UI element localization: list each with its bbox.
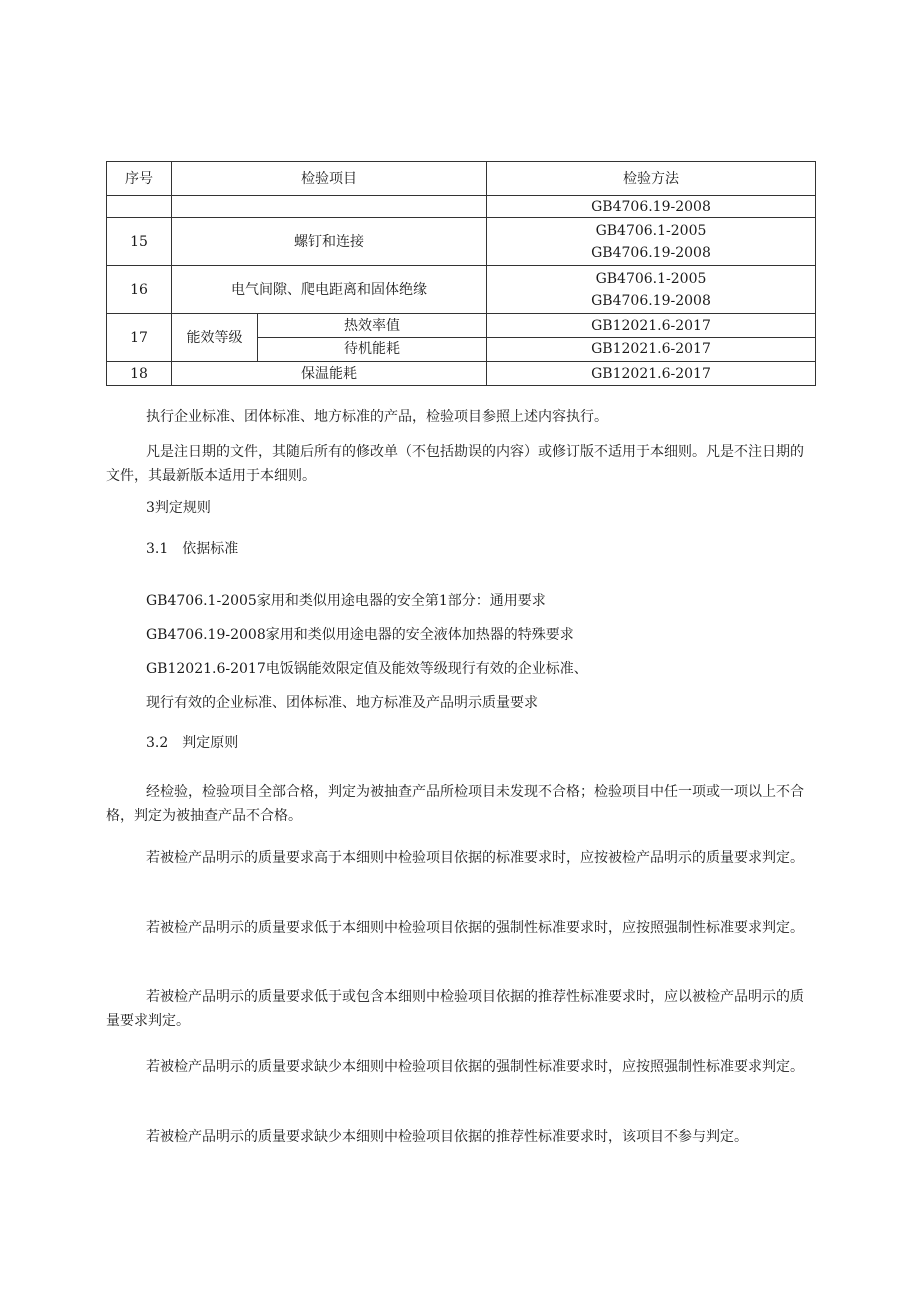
- row-no: 18: [107, 362, 172, 386]
- row-no: 16: [107, 266, 172, 314]
- standard-item: GB4706.19-2008家用和类似用途电器的安全液体加热器的特殊要求: [146, 627, 574, 643]
- row-no: [107, 196, 172, 218]
- table-row: [107, 314, 816, 362]
- table-row: [107, 362, 816, 386]
- dated-reference-paragraph: 凡是注日期的文件，其随后所有的修改单（不包括勘误的内容）或修订版不适用于本细则。凡是不注日期的文件，其最新版本适用于本细则。: [106, 444, 804, 484]
- header-no: 序号: [107, 162, 172, 196]
- standard-item: GB4706.1-2005家用和类似用途电器的安全第1部分：通用要求: [146, 593, 546, 609]
- rule-paragraph: 若被检产品明示的质量要求缺少本细则中检验项目依据的推荐性标准要求时，该项目不参与判定。: [146, 1129, 748, 1145]
- inspection-table: [106, 161, 816, 386]
- row-methods: [487, 314, 816, 362]
- row-method: GB4706.1-2005: [595, 270, 707, 287]
- table-row: [107, 266, 816, 314]
- subitem-method: GB12021.6-2017: [591, 341, 711, 357]
- rule-paragraph: 若被检产品明示的质量要求低于本细则中检验项目依据的强制性标准要求时，应按照强制性标准要求判定。: [146, 920, 804, 936]
- row-item: 电气间隙、爬电距离和固体绝缘: [172, 266, 487, 314]
- rule-paragraph: 若被检产品明示的质量要求低于或包含本细则中检验项目依据的推荐性标准要求时，应以被检产品明示的质量要求判定。: [106, 989, 804, 1029]
- header-item: 检验项目: [172, 162, 487, 196]
- subitem-method: GB12021.6-2017: [487, 315, 815, 338]
- row-method: GB4706.1-2005: [595, 222, 707, 239]
- row-method: GB12021.6-2017: [487, 362, 816, 386]
- subitem: 热效率值: [258, 315, 486, 338]
- subsection-heading: 3.1 依据标准: [146, 541, 239, 557]
- table-row: [107, 218, 816, 266]
- row-no: 15: [107, 218, 172, 266]
- row-item: 保温能耗: [172, 362, 487, 386]
- row-subitems: [258, 314, 487, 362]
- row-methods: [487, 218, 816, 266]
- row-item: [172, 196, 487, 218]
- standard-item: 现行有效的企业标准、团体标准、地方标准及产品明示质量要求: [146, 695, 538, 711]
- rule-paragraph: 若被检产品明示的质量要求缺少本细则中检验项目依据的强制性标准要求时，应按照强制性标准要求判定。: [146, 1059, 804, 1075]
- subitem: 待机能耗: [344, 341, 400, 357]
- row-method: GB4706.19-2008: [591, 292, 711, 309]
- rule-paragraph: 经检验，检验项目全部合格，判定为被抽查产品所检项目未发现不合格；检验项目中任一项或一项以上不合格，判定为被抽查产品不合格。: [106, 784, 804, 824]
- row-methods: [487, 266, 816, 314]
- row-no: 17: [107, 314, 172, 362]
- section-heading: 3判定规则: [146, 500, 211, 516]
- subsection-heading: 3.2 判定原则: [146, 735, 239, 751]
- rule-paragraph: 若被检产品明示的质量要求高于本细则中检验项目依据的标准要求时，应按被检产品明示的质量要求判定。: [146, 850, 804, 866]
- standard-item: GB12021.6-2017电饭锅能效限定值及能效等级现行有效的企业标准、: [146, 661, 588, 677]
- row-method: GB4706.19-2008: [591, 244, 711, 261]
- table-header-row: [107, 162, 816, 196]
- header-method: 检验方法: [487, 162, 816, 196]
- table-row: [107, 196, 816, 218]
- note-paragraph: 执行企业标准、团体标准、地方标准的产品，检验项目参照上述内容执行。: [146, 409, 608, 425]
- row-group: 能效等级: [172, 314, 258, 362]
- row-item: 螺钉和连接: [172, 218, 487, 266]
- row-method: GB4706.19-2008: [487, 196, 816, 218]
